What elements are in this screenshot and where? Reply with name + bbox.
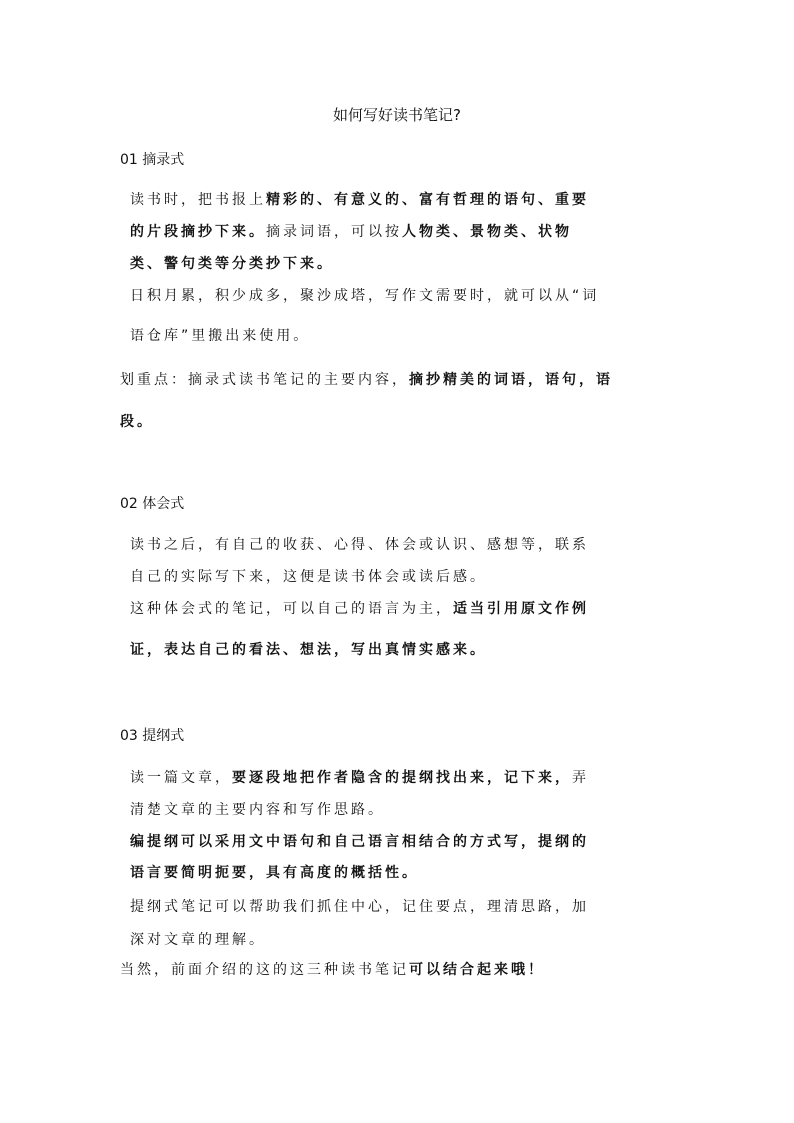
text-run: 读书之后，有自己的收获、心得、体会或认识、感想等，联系	[130, 537, 589, 553]
section-heading-excerpt: 01 摘录式	[120, 152, 185, 168]
text-line	[130, 190, 589, 210]
bold-text-run: 语言要简明扼要，具有高度的概括性。	[130, 865, 419, 881]
text-line	[130, 254, 334, 274]
bold-text-run: 的片段摘抄下来。	[130, 224, 266, 240]
bold-text-run: 可以结合起来哦！	[409, 962, 545, 978]
text-run: 自己的实际写下来，这便是读书体会或读后感。	[130, 569, 487, 585]
bold-text-run: 要逐段地把作者隐含的提纲找出来，记下来，	[232, 770, 572, 786]
text-run: 弄	[572, 770, 589, 786]
text-line	[120, 412, 154, 432]
bold-text-run: 类、警句类等分类抄下来。	[130, 256, 334, 272]
text-line	[130, 640, 487, 660]
text-run: 划重点：摘录式读书笔记的主要内容，	[120, 372, 409, 388]
text-run: 清楚文章的主要内容和写作思路。	[130, 802, 385, 818]
page-title: 如何写好读书笔记?	[333, 106, 461, 124]
text-line	[130, 897, 589, 917]
text-line	[130, 286, 599, 306]
text-line	[130, 930, 266, 950]
text-line	[130, 567, 487, 587]
bold-text-run: 精彩的、有意义的、富有哲理的语句、重要	[266, 192, 589, 208]
text-line	[130, 863, 419, 883]
text-run: 提纲式笔记可以帮助我们抓住中心，记住要点，理清思路，加	[130, 899, 589, 915]
text-run: 读书时，把书报上	[130, 192, 266, 208]
bold-text-run: 摘抄精美的词语，语句，语	[409, 372, 613, 388]
text-run: 日积月累，积少成多，聚沙成塔，写作文需要时，就可以从“词	[130, 288, 600, 304]
bold-text-run: 段。	[120, 414, 154, 430]
text-line	[120, 960, 545, 980]
text-line	[120, 370, 613, 390]
bold-text-run: 适当引用原文作例	[453, 601, 589, 617]
text-line	[130, 599, 589, 619]
text-run: 语仓库”里搬出来使用。	[130, 328, 311, 344]
text-line	[130, 535, 589, 555]
text-line	[130, 222, 572, 242]
section-heading-reflection: 02 体会式	[120, 496, 185, 512]
bold-text-run: 证，表达自己的看法、想法，写出真情实感来。	[130, 642, 487, 658]
text-run: 摘录词语，可以按	[266, 224, 402, 240]
text-line	[130, 326, 310, 346]
bold-text-run: 人物类、景物类、状物	[402, 224, 572, 240]
bold-text-run: 编提纲可以采用文中语句和自己语言相结合的方式写，提纲的	[130, 834, 589, 850]
text-run: 当然，前面介绍的这的这三种读书笔记	[120, 962, 409, 978]
text-run: 读一篇文章，	[130, 770, 232, 786]
text-line	[130, 768, 589, 788]
text-run: 这种体会式的笔记，可以自己的语言为主，	[130, 601, 453, 617]
section-heading-outline: 03 提纲式	[120, 728, 185, 744]
text-line	[130, 800, 385, 820]
text-line	[130, 832, 589, 852]
text-run: 深对文章的理解。	[130, 932, 266, 948]
